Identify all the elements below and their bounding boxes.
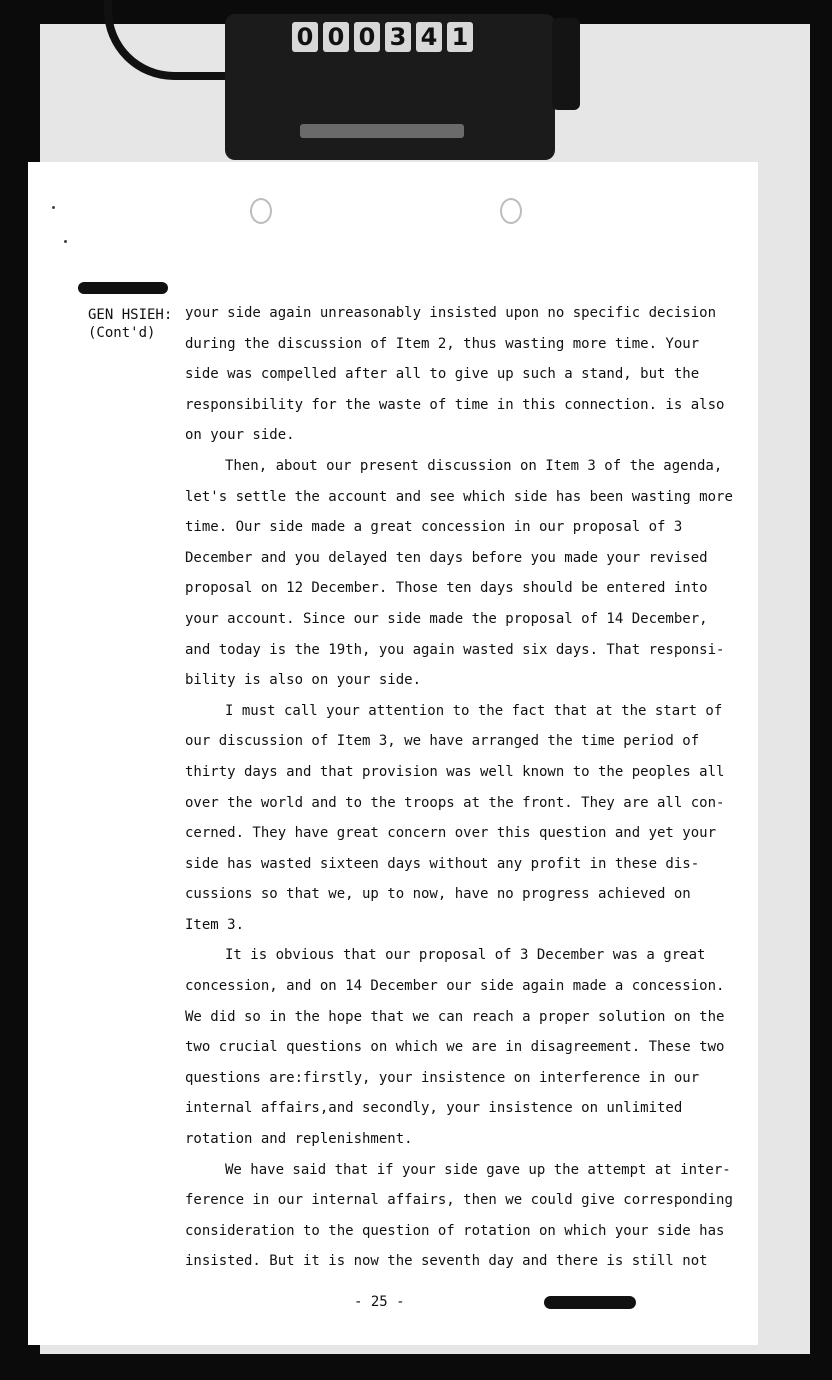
text-line: on your side. — [185, 427, 295, 444]
classification-redaction — [78, 282, 168, 294]
text-line: December and you delayed ten days before you made your revised — [185, 549, 708, 566]
text-line: two crucial questions on which we are in disagreement. These two — [185, 1039, 725, 1056]
counter-digit: 3 — [385, 22, 411, 52]
page-number: - 25 - — [354, 1294, 405, 1310]
text-line: rotation and replenishment. — [185, 1131, 413, 1148]
text-line: time. Our side made a great concession in our proposal of 3 — [185, 519, 683, 536]
text-line: side was compelled after all to give up such a stand, but the — [185, 366, 700, 383]
footer-redaction — [544, 1296, 636, 1309]
counter-digit: 1 — [447, 22, 473, 52]
text-line: questions are:firstly, your insistence on interference in our — [185, 1069, 700, 1086]
text-line: your account. Since our side made the proposal of 14 December, — [185, 610, 708, 627]
counter-digit: 0 — [354, 22, 380, 52]
text-line: and today is the 19th, you again wasted six days. That responsi- — [185, 641, 725, 658]
text-line: It is obvious that our proposal of 3 December was a great — [225, 947, 706, 964]
text-line: concession, and on 14 December our side again made a concession. — [185, 978, 725, 995]
frame-counter-digits — [292, 22, 473, 52]
text-line: cerned. They have great concern over this question and yet your — [185, 825, 717, 842]
speaker-name: GEN HSIEH: — [88, 307, 173, 323]
text-line: proposal on 12 December. Those ten days should be entered into — [185, 580, 708, 597]
speaker-label — [88, 306, 172, 342]
text-line: insisted. But it is now the seventh day and there is still not — [185, 1253, 708, 1270]
counter-digit: 4 — [416, 22, 442, 52]
text-line: cussions so that we, up to now, have no progress achieved on — [185, 886, 691, 903]
text-line: consideration to the question of rotation on which your side has — [185, 1222, 725, 1239]
text-line: I must call your attention to the fact that at the start of — [225, 702, 723, 719]
text-line: We did so in the hope that we can reach a proper solution on the — [185, 1008, 725, 1025]
text-line: Then, about our present discussion on Item 3 of the agenda, — [225, 457, 723, 474]
text-line: side has wasted sixteen days without any profit in these dis- — [185, 855, 700, 872]
counter-plate — [300, 124, 464, 138]
counter-digit: 0 — [323, 22, 349, 52]
text-line: over the world and to the troops at the front. They are all con- — [185, 794, 725, 811]
punch-hole-right — [500, 198, 522, 224]
counter-knob — [552, 18, 580, 110]
text-line: during the discussion of Item 2, thus wasting more time. Your — [185, 335, 700, 352]
text-line: We have said that if your side gave up the attempt at inter- — [225, 1161, 731, 1178]
scan-speck — [52, 206, 55, 209]
text-line: responsibility for the waste of time in this connection. is also — [185, 396, 725, 413]
text-line: bility is also on your side. — [185, 672, 422, 689]
speaker-continued: (Cont'd) — [88, 325, 156, 341]
text-line: let's settle the account and see which side has been wasting more — [185, 488, 733, 505]
text-line: internal affairs,and secondly, your insistence on unlimited — [185, 1100, 683, 1117]
punch-hole-left — [250, 198, 272, 224]
text-line: our discussion of Item 3, we have arranged the time period of — [185, 733, 700, 750]
text-line: ference in our internal affairs, then we could give corresponding — [185, 1192, 733, 1209]
document-page — [28, 162, 758, 1345]
scan-speck — [64, 240, 67, 243]
text-line: Item 3. — [185, 916, 245, 933]
text-line: thirty days and that provision was well known to the peoples all — [185, 763, 725, 780]
counter-digit: 0 — [292, 22, 318, 52]
transcript-body — [185, 298, 733, 1277]
text-line: your side again unreasonably insisted upon no specific decision — [185, 305, 717, 321]
